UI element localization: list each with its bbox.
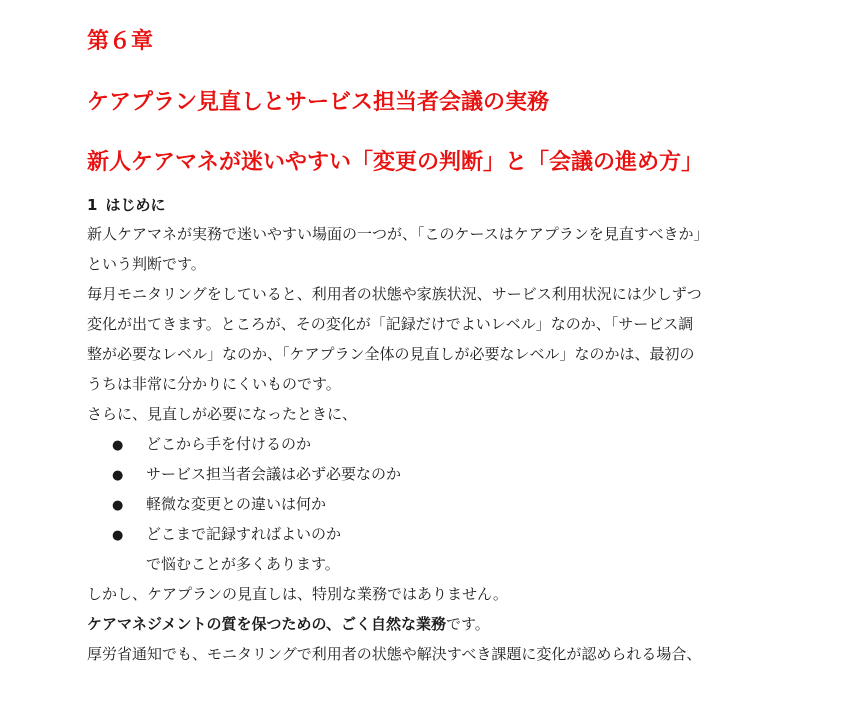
bullet-continuation: で悩むことが多くあります。 bbox=[146, 555, 340, 573]
chapter-subtitle: 新人ケアマネが迷いやすい「変更の判断」と「会議の進め方」 bbox=[87, 150, 704, 175]
chapter-heading: 第６章 bbox=[87, 29, 154, 54]
bullet-text: サービス担当者会議は必ず必要なのか bbox=[146, 465, 402, 483]
paragraph-line: うちは非常に分かりにくいものです。 bbox=[87, 375, 341, 393]
chapter-title: ケアプラン見直しとサービス担当者会議の実務 bbox=[87, 90, 550, 115]
bullet-item bbox=[112, 524, 341, 546]
section-title: はじめに bbox=[105, 196, 166, 214]
bullet-icon: ● bbox=[112, 498, 124, 513]
paragraph-line: さらに、見直しが必要になったときに、 bbox=[87, 405, 358, 423]
emphasis-normal-text: です。 bbox=[445, 615, 490, 633]
bullet-icon: ● bbox=[112, 528, 124, 543]
paragraph-line: という判断です。 bbox=[87, 255, 206, 273]
paragraph-line: 毎月モニタリングをしていると、利用者の状態や家族状況、サービス利用状況には少しずつ bbox=[87, 285, 702, 303]
bullet-text: どこまで記録すればよいのか bbox=[146, 525, 342, 543]
paragraph-line: 変化が出てきます。ところが、その変化が「記録だけでよいレベル」なのか、「サービス調 bbox=[87, 315, 694, 333]
bullet-item bbox=[112, 434, 311, 456]
paragraph-line: しかし、ケアプランの見直しは、特別な業務ではありません。 bbox=[87, 585, 508, 603]
section-heading bbox=[87, 194, 165, 215]
bullet-text: 軽微な変更との違いは何か bbox=[146, 495, 327, 513]
bullet-item bbox=[112, 464, 401, 486]
paragraph-line: 整が必要なレベル」なのか、「ケアプラン全体の見直しが必要なレベル」なのかは、最初の bbox=[87, 345, 695, 363]
bullet-icon: ● bbox=[112, 438, 124, 453]
paragraph-line: 厚労省通知でも、モニタリングで利用者の状態や解決すべき課題に変化が認められる場合、 bbox=[87, 645, 702, 663]
emphasis-bold-text: ケアマネジメントの質を保つための、ごく自然な業務 bbox=[87, 615, 446, 633]
bullet-icon: ● bbox=[112, 468, 124, 483]
bullet-item bbox=[112, 494, 326, 516]
emphasis-line bbox=[87, 614, 490, 634]
bullet-text: どこから手を付けるのか bbox=[146, 435, 312, 453]
section-number: 1 bbox=[87, 196, 98, 214]
paragraph-line: 新人ケアマネが実務で迷いやすい場面の一つが、「このケースはケアプランを見直すべきか」 bbox=[87, 225, 709, 243]
